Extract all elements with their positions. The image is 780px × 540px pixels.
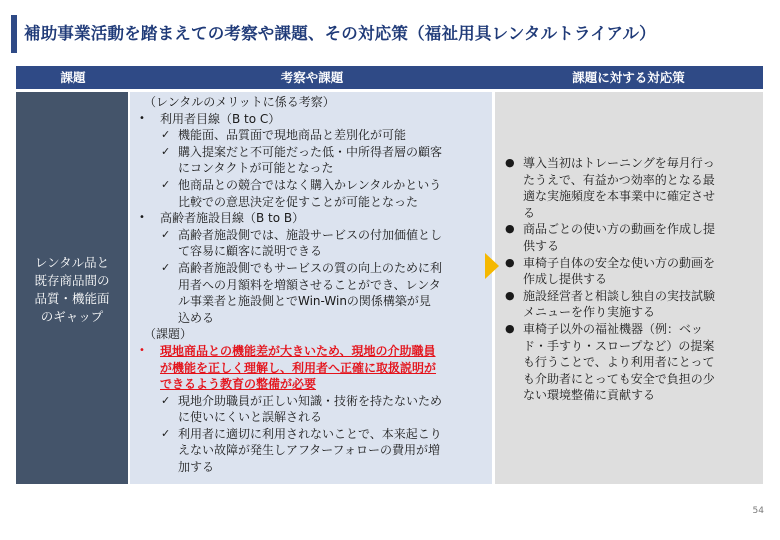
countermeasure-line: 作成し提供する — [523, 272, 608, 287]
bullet-icon: ● — [505, 321, 515, 335]
page-title: 補助事業活動を踏まえての考察や課題、その対応策（福祉用具レンタルトライアル） — [24, 24, 656, 43]
header-issue: 課題 — [60, 70, 86, 85]
analysis-text: 用者への月額料を増額させることができ、レンタ — [178, 277, 441, 292]
analysis-text: 込める — [178, 310, 215, 325]
bullet-icon: • — [139, 112, 145, 124]
issue-line: 品質・機能面 — [34, 291, 110, 306]
header-analysis: 考察や課題 — [280, 70, 344, 85]
analysis-line — [136, 177, 488, 194]
analysis-line — [136, 94, 488, 111]
analysis-line — [136, 210, 488, 227]
analysis-text: 機能面、品質面で現地商品と差別化が可能 — [178, 128, 407, 143]
analysis-line — [136, 144, 488, 161]
countermeasure-line: 施設経営者と相談し独自の実技試験 — [523, 288, 716, 303]
countermeasure-item — [501, 255, 757, 288]
analysis-text: （レンタルのメリットに係る考察） — [144, 95, 335, 109]
analysis-text: が機能を正しく理解し、利用者へ正確に取扱説明が — [160, 360, 437, 375]
analysis-text: 高齢者施設側でもサービスの質の向上のために利 — [178, 260, 443, 275]
analysis-line — [136, 260, 488, 277]
bullet-icon: ● — [505, 255, 515, 269]
analysis-line — [136, 160, 488, 177]
analysis-line — [136, 409, 488, 426]
countermeasure-line: 適な実施頻度を本事業中に確定させ — [523, 189, 716, 204]
analysis-line — [136, 277, 488, 294]
analysis-line — [136, 243, 488, 260]
check-icon: ✓ — [161, 426, 171, 440]
analysis-line — [136, 293, 488, 310]
analysis-text: 他商品との競合ではなく購入かレンタルかという — [178, 177, 442, 192]
countermeasure-line: ない環境整備に貢献する — [523, 388, 656, 403]
countermeasure-item — [501, 321, 757, 404]
analysis-text: に使いにくいと誤解される — [178, 410, 323, 425]
analysis-text: にコンタクトが可能となった — [178, 161, 334, 176]
countermeasure-line: 商品ごとの使い方の動画を作成し提 — [523, 222, 716, 237]
analysis-line — [136, 360, 488, 377]
analysis-text: 利用者目線（B to C） — [160, 111, 281, 126]
arrow-right-icon — [485, 253, 499, 279]
check-icon: ✓ — [161, 177, 171, 191]
header-countermeasure: 課題に対する対応策 — [572, 70, 685, 85]
page-number: 54 — [752, 506, 764, 516]
countermeasure-line: 車椅子以外の福祉機器（例：ベッ — [523, 321, 704, 336]
analysis-line — [136, 376, 488, 393]
analysis-text: ル事業者と施設側とでWin-Winの関係構築が見 — [178, 294, 431, 309]
analysis-line — [136, 127, 488, 144]
analysis-text: 購入提案だと不可能だった低・中所得者層の顧客 — [178, 144, 443, 159]
countermeasure-line: る — [523, 205, 536, 220]
analysis-text: 高齢者施設目線（B to B） — [160, 211, 305, 226]
analysis-text: できるよう教育の整備が必要 — [160, 377, 317, 392]
analysis-text: 利用者に適切に利用されないことで、本来起こり — [178, 426, 442, 441]
analysis-text: （課題） — [144, 327, 193, 342]
analysis-cell — [130, 92, 492, 484]
check-icon: ✓ — [161, 260, 171, 274]
table-header — [16, 66, 763, 89]
analysis-line — [136, 343, 488, 360]
analysis-text: て容易に顧客に説明できる — [178, 244, 323, 259]
countermeasure-line: 供する — [523, 238, 560, 253]
bullet-icon: ● — [505, 288, 515, 302]
title-accent-bar — [11, 15, 17, 53]
analysis-line — [136, 326, 488, 343]
check-icon: ✓ — [161, 128, 171, 142]
bullet-icon: ● — [505, 222, 515, 236]
analysis-line — [136, 194, 488, 211]
issue-cell — [16, 92, 128, 484]
analysis-text: 加する — [178, 460, 215, 475]
analysis-line — [136, 459, 488, 476]
bullet-icon: ● — [505, 156, 515, 169]
countermeasure-line: たうえで、有益かつ効率的となる最 — [523, 172, 715, 187]
issue-line: のギャップ — [40, 309, 104, 324]
issue-line: レンタル品と — [34, 255, 110, 270]
countermeasure-line: ド・手すり・スロープなど）の提案 — [523, 338, 715, 353]
countermeasure-line: メニューを作り実施する — [523, 305, 656, 320]
analysis-line — [136, 227, 488, 244]
bullet-icon: • — [139, 344, 145, 356]
issue-line: 既存商品間の — [34, 273, 110, 288]
analysis-line — [136, 426, 488, 443]
countermeasure-item — [501, 155, 757, 221]
analysis-text: えない故障が発生しアフターフォローの費用が増 — [178, 443, 440, 458]
countermeasure-line: も行うことで、より利用者にとって — [523, 355, 715, 370]
countermeasure-item — [501, 221, 757, 254]
analysis-line — [136, 310, 488, 327]
analysis-text: 現地介助職員が正しい知識・技術を持たないため — [178, 393, 443, 408]
check-icon: ✓ — [161, 393, 171, 407]
analysis-text: 現地商品との機能差が大きいため、現地の介助職員 — [160, 343, 436, 358]
countermeasure-line: 導入当初はトレーニングを毎月行っ — [523, 156, 715, 170]
analysis-text: 高齢者施設側では、施設サービスの付加価値とし — [178, 227, 443, 242]
check-icon: ✓ — [161, 227, 171, 241]
check-icon: ✓ — [161, 144, 171, 158]
analysis-line — [136, 442, 488, 459]
countermeasure-line: も介助者にとっても安全で負担の少 — [523, 371, 715, 386]
countermeasure-line: 車椅子自体の安全な使い方の動画を — [523, 255, 716, 270]
analysis-text: 比較での意思決定を促すことが可能となった — [178, 194, 419, 209]
countermeasure-item — [501, 288, 757, 321]
analysis-line — [136, 393, 488, 410]
analysis-line — [136, 111, 488, 128]
bullet-icon: • — [139, 212, 145, 224]
countermeasure-cell — [495, 92, 763, 484]
